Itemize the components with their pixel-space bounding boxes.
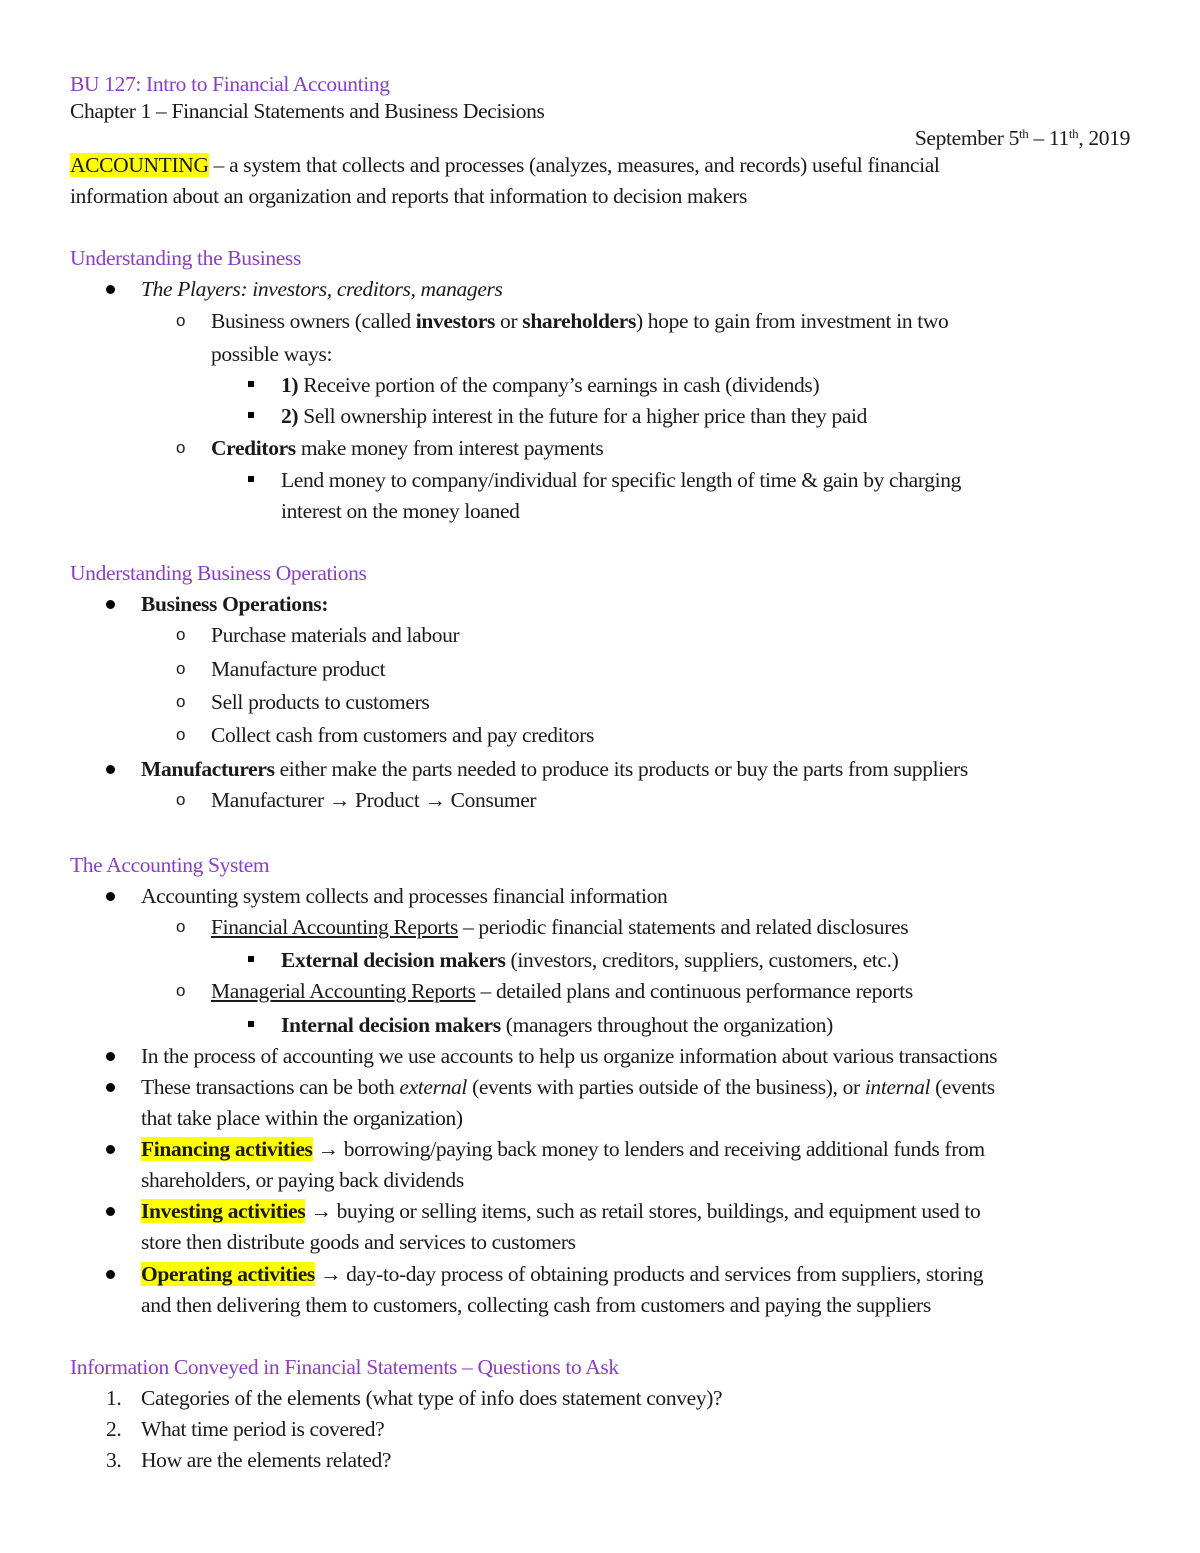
circle-bullet-icon: o [176,790,186,809]
operation-item: Manufacture product [211,657,386,681]
arrow-icon: → [310,1199,332,1223]
date-range: September 5th – 11th, 2019 [914,126,1130,150]
investing-activities-item: Investing activities → buying or selling items, such as retail stores, buildings, and equipment used to [141,1199,981,1223]
bullet-icon [106,1083,115,1092]
bullet-icon [106,1052,115,1061]
square-bullet-icon [248,476,254,482]
section-heading-accounting-system: The Accounting System [70,853,270,877]
creditors-item: Creditors make money from interest payments [211,436,604,460]
course-title: BU 127: Intro to Financial Accounting [70,72,390,96]
circle-bullet-icon: o [176,725,186,744]
definition-line-2: information about an organization and reports that information to decision makers [70,184,747,208]
arrow-icon: → [424,788,446,812]
circle-bullet-icon: o [176,981,186,1000]
list-number: 1. [106,1386,122,1410]
bullet-icon [106,600,115,609]
owners-item: Business owners (called investors or shareholders) hope to gain from investment in two [211,309,949,333]
arrow-icon: → [328,788,350,812]
circle-bullet-icon: o [176,692,186,711]
chapter-title: Chapter 1 – Financial Statements and Business Decisions [70,99,545,123]
players-item: The Players: investors, creditors, managers [141,277,503,301]
list-number: 3. [106,1448,122,1472]
square-bullet-icon [248,412,254,418]
definition-term: ACCOUNTING [70,153,209,177]
square-bullet-icon [248,956,254,962]
square-bullet-icon [248,381,254,387]
section-heading-operations: Understanding Business Operations [70,561,367,585]
internal-decision-makers-item: Internal decision makers (managers throughout the organization) [281,1013,833,1037]
arrow-icon: → [317,1137,339,1161]
accounts-item: In the process of accounting we use accounts to help us organize information about various transactions [141,1044,998,1068]
bullet-icon [106,1270,115,1279]
question-item: Categories of the elements (what type of info does statement convey)? [141,1386,723,1410]
transactions-item-cont: that take place within the organization) [141,1106,463,1130]
section-heading-business: Understanding the Business [70,246,301,270]
question-item: How are the elements related? [141,1448,392,1472]
financing-activities-item: Financing activities → borrowing/paying back money to lenders and receiving additional funds from [141,1137,985,1161]
list-number: 2. [106,1417,122,1441]
managerial-reports-item: Managerial Accounting Reports – detailed plans and continuous performance reports [211,979,913,1003]
lend-item-cont: interest on the money loaned [281,499,520,523]
square-bullet-icon [248,1021,254,1027]
operating-activities-item: Operating activities → day-to-day process of obtaining products and services from suppliers, storing [141,1262,984,1286]
investing-activities-cont: store then distribute goods and services to customers [141,1230,576,1254]
arrow-icon: → [319,1262,342,1286]
circle-bullet-icon: o [176,438,186,457]
definition-line-1: ACCOUNTING – a system that collects and processes (analyzes, measures, and records) useful financial [70,153,940,177]
financial-reports-item: Financial Accounting Reports – periodic financial statements and related disclosures [211,915,909,939]
manufacturers-item: Manufacturers either make the parts needed to produce its products or buy the parts from suppliers [141,757,968,781]
bullet-icon [106,892,115,901]
operations-label: Business Operations: [141,592,329,616]
financing-activities-cont: shareholders, or paying back dividends [141,1168,464,1192]
supply-chain-item: Manufacturer → Product → Consumer [211,788,537,812]
circle-bullet-icon: o [176,625,186,644]
bullet-icon [106,1207,115,1216]
operation-item: Purchase materials and labour [211,623,460,647]
circle-bullet-icon: o [176,311,186,330]
external-decision-makers-item: External decision makers (investors, creditors, suppliers, customers, etc.) [281,948,899,972]
section-heading-questions: Information Conveyed in Financial Statements – Questions to Ask [70,1355,619,1379]
bullet-icon [106,765,115,774]
way-2-item: 2) Sell ownership interest in the future for a higher price than they paid [281,404,868,428]
owners-item-cont: possible ways: [211,342,333,366]
bullet-icon [106,285,115,294]
circle-bullet-icon: o [176,917,186,936]
transactions-item: These transactions can be both external (events with parties outside of the business), or internal (events [141,1075,995,1099]
way-1-item: 1) Receive portion of the company’s earnings in cash (dividends) [281,373,820,397]
question-item: What time period is covered? [141,1417,385,1441]
system-item: Accounting system collects and processes financial information [141,884,668,908]
operation-item: Collect cash from customers and pay creditors [211,723,595,747]
bullet-icon [106,1145,115,1154]
circle-bullet-icon: o [176,659,186,678]
lend-item: Lend money to company/individual for specific length of time & gain by charging [281,468,962,492]
operation-item: Sell products to customers [211,690,430,714]
operating-activities-cont: and then delivering them to customers, collecting cash from customers and paying the suppliers [141,1293,931,1317]
